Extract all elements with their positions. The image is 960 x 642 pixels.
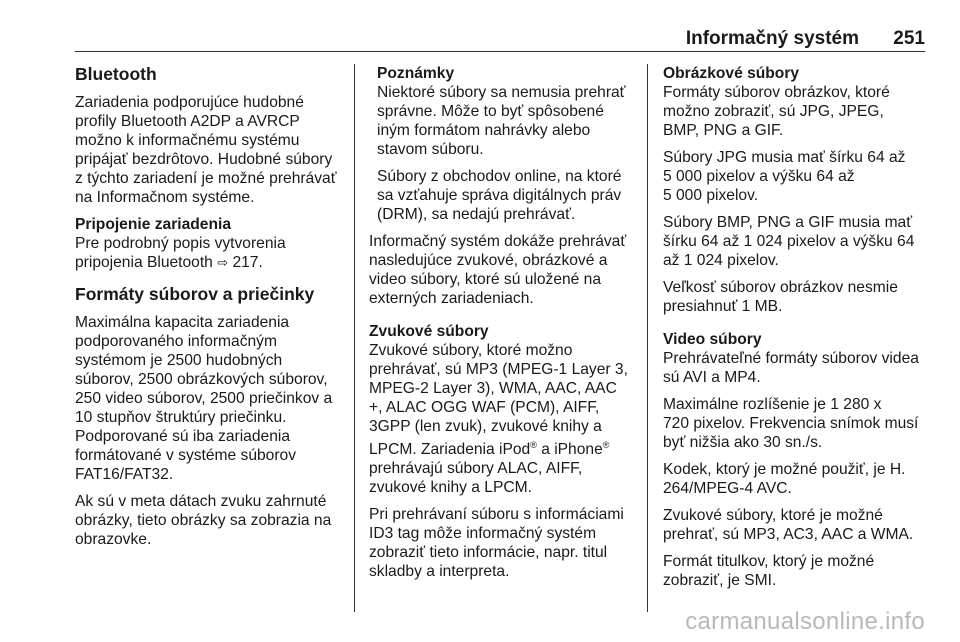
pairing-text: Pre podrobný popis vytvorenia pripojenia Bluetooth: [75, 235, 286, 271]
heading-audio: Zvukové súbory: [369, 323, 489, 340]
paragraph-intro: Informačný systém dokáže prehrávať nasledujúce zvukové, obrázkové a video súbory, ktoré sú uložené na externých zariadeniach.: [369, 233, 627, 307]
header-divider: [75, 51, 925, 52]
page-header: [75, 28, 925, 52]
page-number: 251: [893, 28, 925, 49]
paragraph-vid-1: Prehrávateľné formáty súborov videa sú AVI a MP4.: [663, 350, 919, 386]
registered-mark-2: ®: [602, 440, 610, 450]
column-3: [663, 64, 929, 598]
audio-text-b: a iPhone: [536, 441, 603, 459]
heading-notes: Poznámky: [377, 65, 455, 82]
paragraph-metadata: Ak sú v meta dátach zvuku zahrnuté obrázky, tieto obrázky sa zobrazia na obrazovke.: [75, 493, 332, 548]
paragraph-audio: [369, 341, 637, 497]
note-1: Niektoré súbory sa nemusia prehrať správne. Môže to byť spôsobené iným formátom nahrávky alebo stavom súboru.: [377, 84, 626, 158]
paragraph-id3: Pri prehrávaní súboru s informáciami ID3 tag môže informačný systém zobraziť tieto informácie, napr. titul skladby a interpreta.: [369, 506, 624, 581]
heading-video: Video súbory: [663, 331, 762, 348]
column-1: [75, 64, 343, 557]
audio-text-a: Zvukové súbory, ktoré možno prehrávať, sú MP3 (MPEG-1 Layer 3, MPEG-2 Layer 3), WMA, AAC, AAC +, ALAC OGG WAF (PCM), AIFF, 3GPP (len zvuk), zvukové knihy a LPCM. Zariadenia iPod: [369, 342, 628, 459]
paragraph-vid-4: Zvukové súbory, ktoré je možné prehrať, sú MP3, AC3, AAC a WMA.: [663, 507, 914, 543]
paragraph-vid-2: Maximálne rozlíšenie je 1 280 x 720 pixelov. Frekvencia snímok musí byť nižšia ako 30 sn./s.: [663, 396, 919, 451]
paragraph-capacity: Maximálna kapacita zariadenia podporovaného informačným systémom je 2500 hudobných súborov, 2500 obrázkových súborov, 250 video súborov, 2500 priečinkov a 10 stupňov štruktúry priečinku. Podporované sú iba zariadenia formátované v systéme súborov FAT16/FAT32.: [75, 314, 333, 483]
note-2: Súbory z obchodov online, na ktoré sa vzťahuje správa digitálnych práv (DRM), sa nedajú prehrávať.: [377, 168, 622, 223]
paragraph-img-3: Súbory BMP, PNG a GIF musia mať šírku 64 až 1 024 pixelov a výšku 64 až 1 024 pixelov.: [663, 214, 915, 269]
audio-text-c: prehrávajú súbory ALAC, AIFF, zvukové knihy a LPCM.: [369, 460, 583, 497]
column-2: [369, 64, 637, 589]
notes-box: [369, 64, 637, 224]
arrow-ref-icon: ⇨: [217, 255, 229, 270]
paragraph-vid-5: Formát titulkov, ktorý je možné zobraziť, je SMI.: [663, 553, 875, 589]
paragraph-bluetooth: Zariadenia podporujúce hudobné profily Bluetooth A2DP a AVRCP možno k informačnému systému pripájať bezdrôtovo. Hudobné súbory z týchto zariadení je možné prehrávať na Informačnom systéme.: [75, 94, 337, 206]
paragraph-img-1: Formáty súborov obrázkov, ktoré možno zobraziť, sú JPG, JPEG, BMP, PNG a GIF.: [663, 84, 890, 139]
paragraph-img-2: Súbory JPG musia mať šírku 64 až 5 000 pixelov a výšku 64 až 5 000 pixelov.: [663, 149, 906, 204]
heading-formats: Formáty súborov a priečinky: [75, 284, 315, 304]
column-divider-2: [647, 64, 648, 612]
paragraph-vid-3: Kodek, ktorý je možné použiť, je H. 264/MPEG-4 AVC.: [663, 461, 906, 497]
heading-pairing: Pripojenie zariadenia: [75, 216, 231, 233]
paragraph-pairing: [75, 234, 343, 272]
pairing-page-ref[interactable]: 217.: [232, 254, 263, 271]
watermark: carmanualsonline.info: [685, 608, 925, 635]
paragraph-img-4: Veľkosť súborov obrázkov nesmie presiahnuť 1 MB.: [663, 279, 898, 315]
heading-bluetooth: Bluetooth: [75, 64, 157, 84]
column-divider-1: [354, 64, 355, 612]
page-title: Informačný systém: [685, 28, 859, 49]
heading-images: Obrázkové súbory: [663, 65, 800, 82]
registered-mark: ®: [530, 440, 537, 450]
